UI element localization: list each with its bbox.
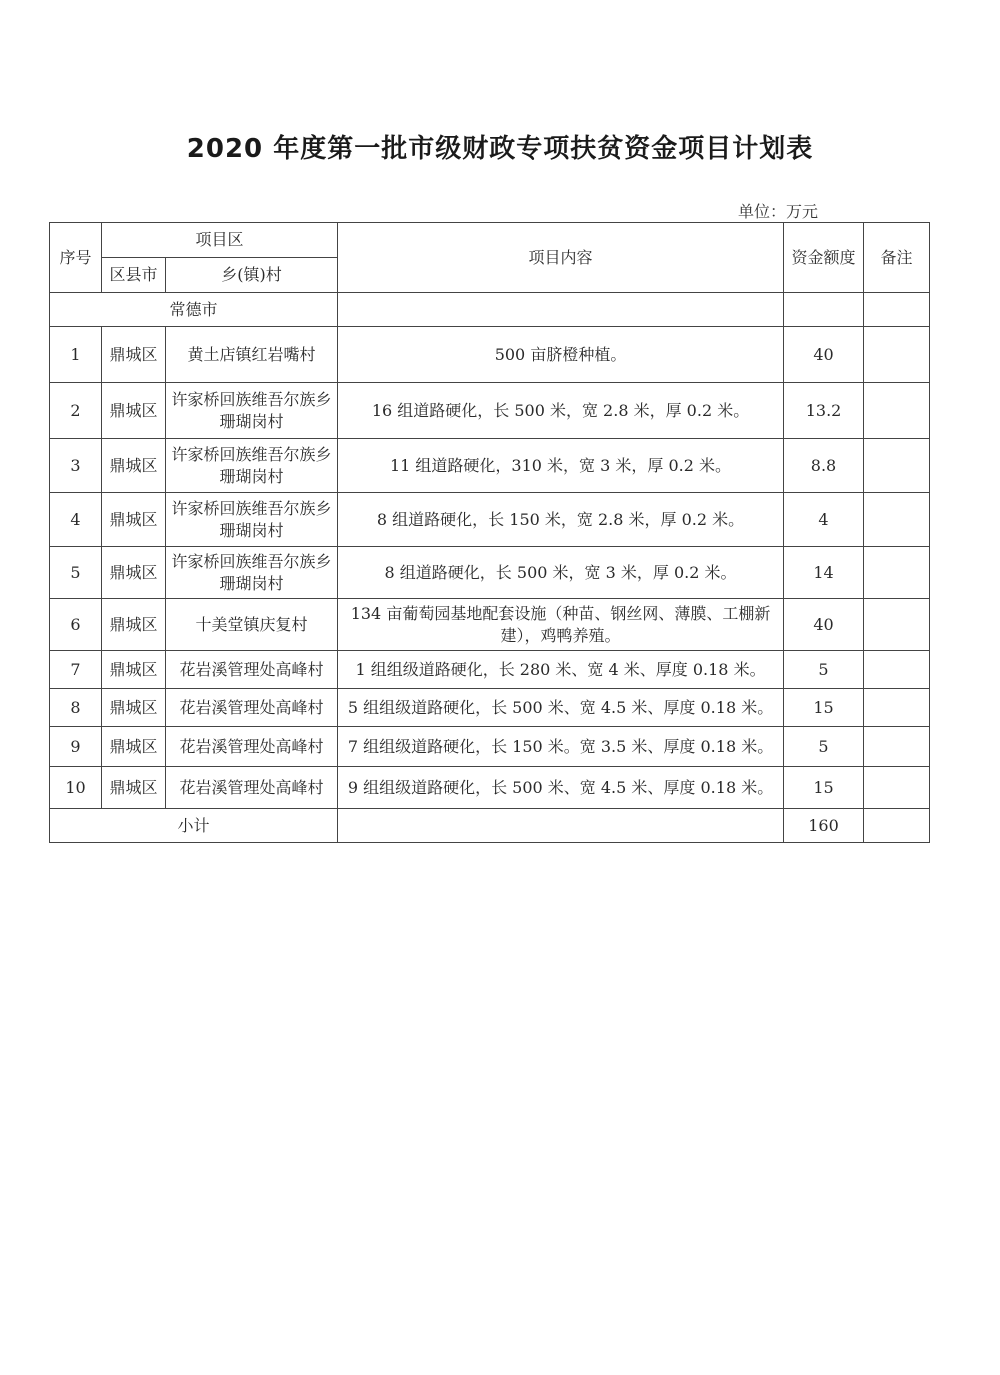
row-county: 鼎城区 (102, 689, 166, 727)
row-remark (864, 727, 930, 767)
table-row (50, 767, 930, 809)
city-cell: 常德市 (50, 293, 338, 327)
row-county: 鼎城区 (102, 383, 166, 439)
city-content-cell (338, 293, 784, 327)
row-content: 500 亩脐橙种植。 (338, 327, 784, 383)
row-seq: 6 (50, 599, 102, 651)
row-content: 8 组道路硬化，长 500 米，宽 3 米，厚 0.2 米。 (338, 547, 784, 599)
row-amount: 8.8 (784, 439, 864, 493)
row-seq: 9 (50, 727, 102, 767)
header-amount: 资金额度 (784, 223, 864, 293)
row-seq: 5 (50, 547, 102, 599)
city-remark-cell (864, 293, 930, 327)
subtotal-label: 小计 (50, 809, 338, 843)
subtotal-amount: 160 (784, 809, 864, 843)
row-amount: 4 (784, 493, 864, 547)
row-amount: 5 (784, 651, 864, 689)
row-content: 1 组组级道路硬化，长 280 米、宽 4 米、厚度 0.18 米。 (338, 651, 784, 689)
row-seq: 3 (50, 439, 102, 493)
row-county: 鼎城区 (102, 327, 166, 383)
row-amount: 14 (784, 547, 864, 599)
row-content: 8 组道路硬化，长 150 米，宽 2.8 米，厚 0.2 米。 (338, 493, 784, 547)
row-seq: 10 (50, 767, 102, 809)
row-village: 花岩溪管理处高峰村 (166, 767, 338, 809)
row-county: 鼎城区 (102, 651, 166, 689)
row-county: 鼎城区 (102, 599, 166, 651)
row-content: 5 组组级道路硬化，长 500 米、宽 4.5 米、厚度 0.18 米。 (338, 689, 784, 727)
row-content: 9 组组级道路硬化，长 500 米、宽 4.5 米、厚度 0.18 米。 (338, 767, 784, 809)
row-county: 鼎城区 (102, 547, 166, 599)
header-county: 区县市 (102, 258, 166, 293)
header-remark: 备注 (864, 223, 930, 293)
row-amount: 40 (784, 327, 864, 383)
row-amount: 15 (784, 767, 864, 809)
row-seq: 7 (50, 651, 102, 689)
table-row (50, 727, 930, 767)
table-row (50, 651, 930, 689)
row-content: 7 组组级道路硬化，长 150 米。宽 3.5 米、厚度 0.18 米。 (338, 727, 784, 767)
city-amount-cell (784, 293, 864, 327)
row-remark (864, 689, 930, 727)
row-village: 花岩溪管理处高峰村 (166, 727, 338, 767)
header-content: 项目内容 (338, 223, 784, 293)
row-remark (864, 439, 930, 493)
row-amount: 40 (784, 599, 864, 651)
row-village: 黄土店镇红岩嘴村 (166, 327, 338, 383)
row-content: 11 组道路硬化，310 米，宽 3 米，厚 0.2 米。 (338, 439, 784, 493)
plan-table (49, 222, 930, 843)
row-amount: 5 (784, 727, 864, 767)
header-area: 项目区 (102, 223, 338, 258)
row-county: 鼎城区 (102, 767, 166, 809)
page-title: 2020 年度第一批市级财政专项扶贫资金项目计划表 (186, 134, 814, 164)
row-remark (864, 767, 930, 809)
table-row (50, 383, 930, 439)
row-content: 134 亩葡萄园基地配套设施（种苗、钢丝网、薄膜、工棚新建），鸡鸭养殖。 (338, 599, 784, 651)
row-remark (864, 651, 930, 689)
subtotal-row (50, 809, 930, 843)
row-remark (864, 327, 930, 383)
table-row (50, 689, 930, 727)
table-row (50, 439, 930, 493)
row-remark (864, 599, 930, 651)
header-seq: 序号 (50, 223, 102, 293)
table-row (50, 327, 930, 383)
row-seq: 2 (50, 383, 102, 439)
row-village: 许家桥回族维吾尔族乡珊瑚岗村 (166, 383, 338, 439)
row-county: 鼎城区 (102, 727, 166, 767)
subtotal-remark-cell (864, 809, 930, 843)
unit-label: 单位：万元 (738, 202, 819, 221)
row-remark (864, 547, 930, 599)
row-village: 十美堂镇庆复村 (166, 599, 338, 651)
row-seq: 4 (50, 493, 102, 547)
table-row (50, 493, 930, 547)
row-village: 许家桥回族维吾尔族乡珊瑚岗村 (166, 547, 338, 599)
row-county: 鼎城区 (102, 493, 166, 547)
row-village: 许家桥回族维吾尔族乡珊瑚岗村 (166, 439, 338, 493)
row-county: 鼎城区 (102, 439, 166, 493)
row-seq: 8 (50, 689, 102, 727)
table-row (50, 547, 930, 599)
row-remark (864, 383, 930, 439)
row-remark (864, 493, 930, 547)
city-row (50, 293, 930, 327)
table-row (50, 599, 930, 651)
row-village: 许家桥回族维吾尔族乡珊瑚岗村 (166, 493, 338, 547)
header-village: 乡(镇)村 (166, 258, 338, 293)
row-content: 16 组道路硬化，长 500 米，宽 2.8 米，厚 0.2 米。 (338, 383, 784, 439)
row-village: 花岩溪管理处高峰村 (166, 689, 338, 727)
row-amount: 13.2 (784, 383, 864, 439)
subtotal-content-cell (338, 809, 784, 843)
row-seq: 1 (50, 327, 102, 383)
row-village: 花岩溪管理处高峰村 (166, 651, 338, 689)
row-amount: 15 (784, 689, 864, 727)
header-row (50, 223, 930, 258)
